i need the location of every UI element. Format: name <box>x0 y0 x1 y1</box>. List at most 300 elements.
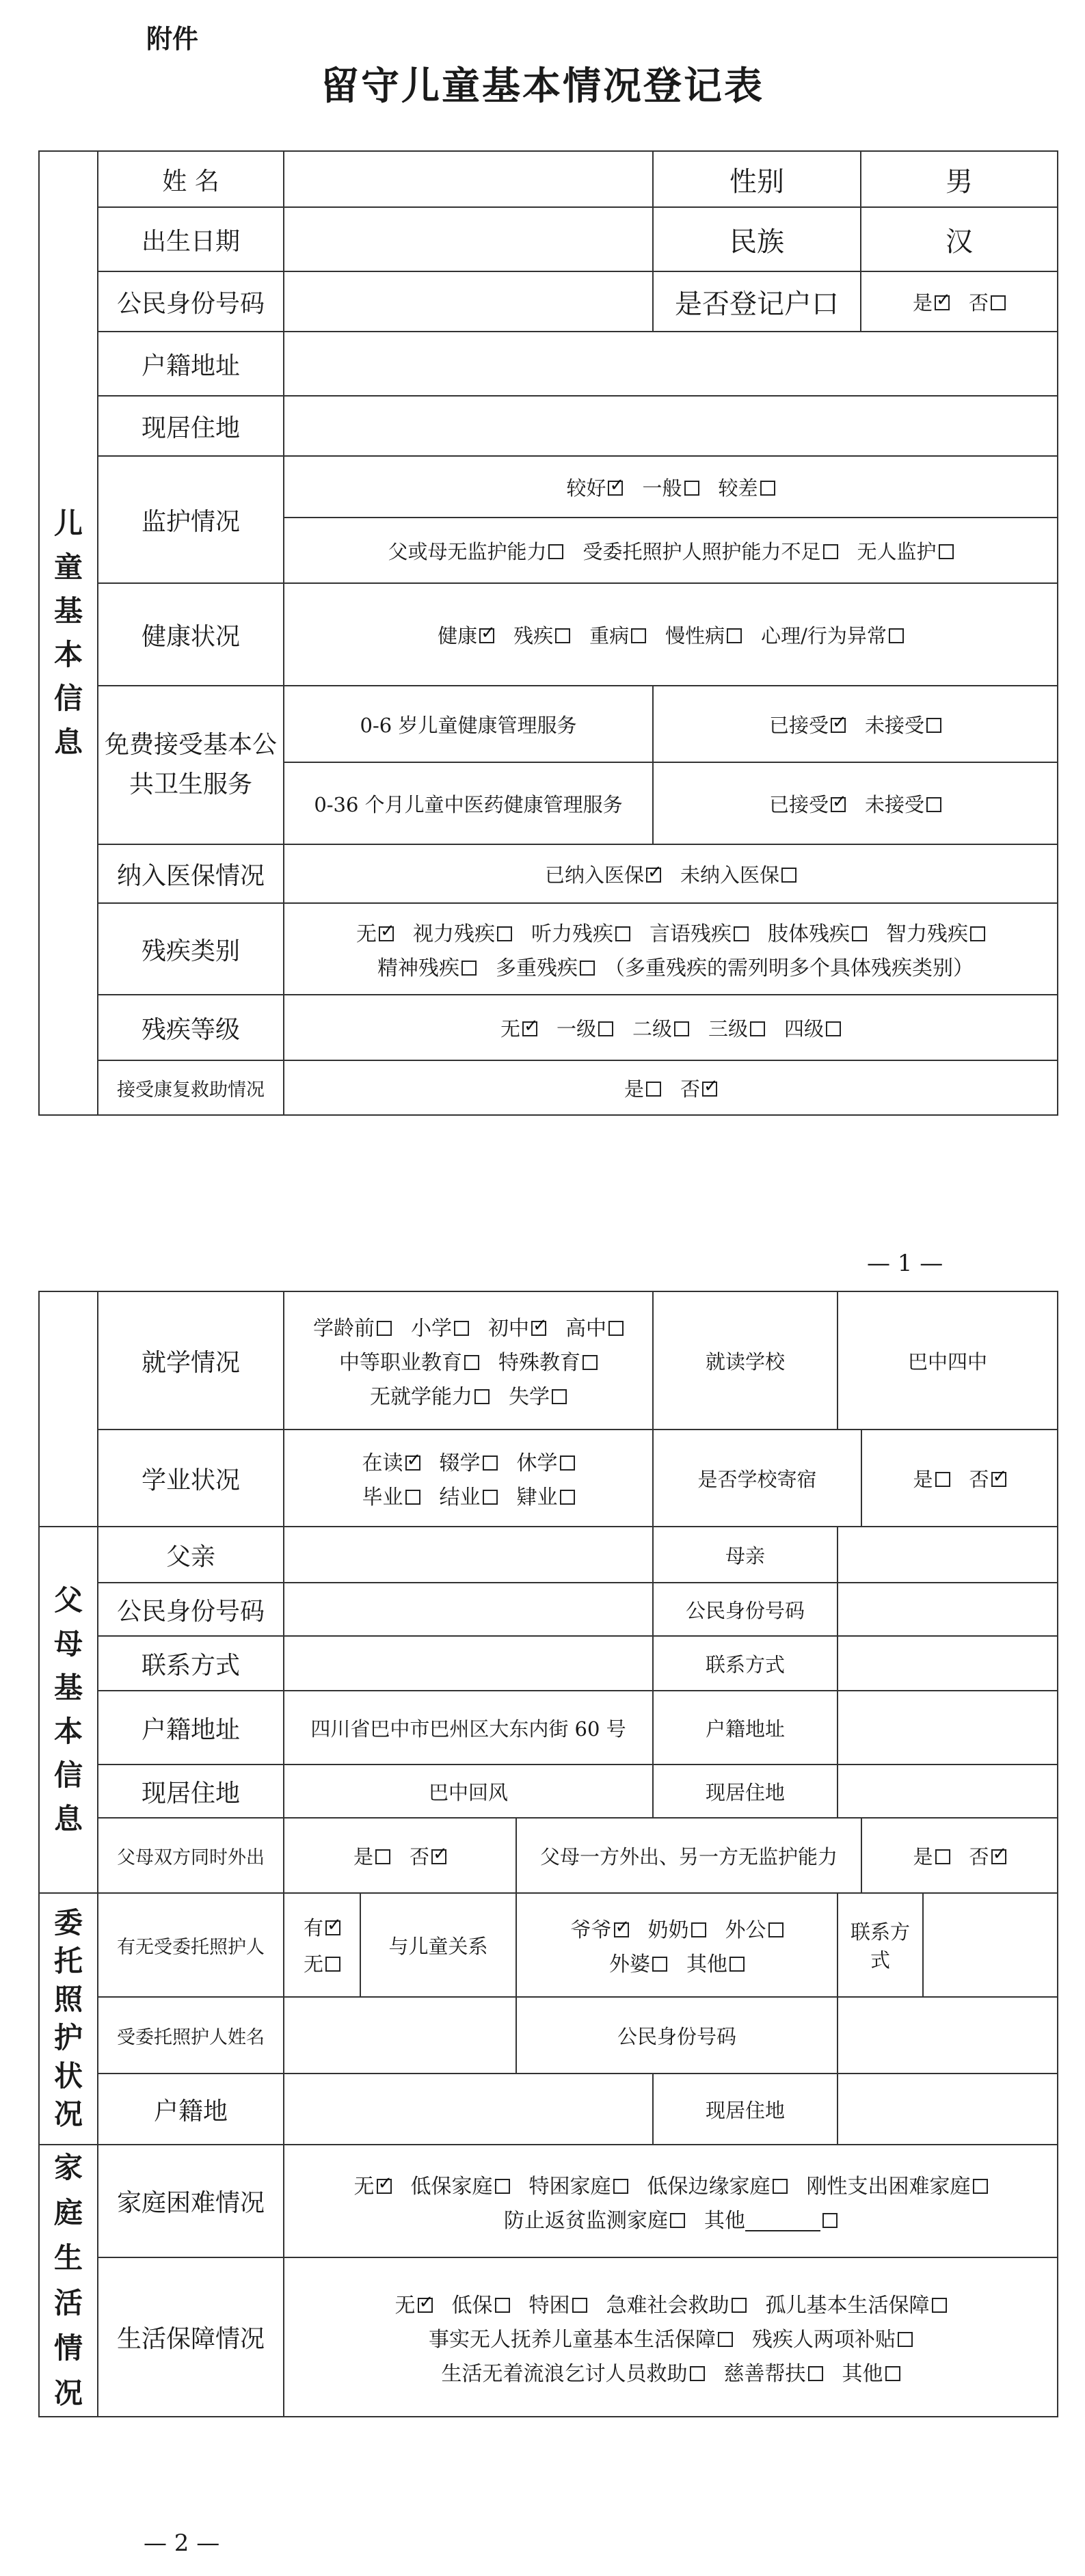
checkbox-option[interactable] <box>857 537 954 565</box>
gender-field[interactable]: 男 <box>861 151 1058 207</box>
checkbox-option-label: 在读 <box>362 1451 403 1475</box>
checkbox-icon[interactable] <box>483 1455 498 1471</box>
mother-residence-field[interactable] <box>838 1765 1058 1818</box>
name-label: 姓 名 <box>98 151 284 207</box>
carer-id-label: 公民身份号码 <box>516 1997 838 2074</box>
checkbox-option[interactable] <box>719 473 775 501</box>
school-cell[interactable] <box>284 1291 653 1430</box>
checkbox-option[interactable] <box>725 1913 783 1943</box>
mother-residence-label: 现居住地 <box>653 1765 838 1818</box>
checkbox-icon[interactable] <box>889 628 904 643</box>
service-2-options[interactable] <box>653 762 1058 844</box>
security-options-1[interactable] <box>289 2288 1053 2318</box>
checkbox-option[interactable] <box>429 2322 733 2352</box>
checkbox-icon[interactable] <box>750 1021 765 1036</box>
disability-level-options[interactable] <box>284 995 1058 1060</box>
checkbox-option-label: 已纳入医保 <box>544 863 644 887</box>
both-out-options[interactable] <box>284 1818 516 1893</box>
checkbox-option[interactable] <box>440 1480 498 1510</box>
one-out-label: 父母一方外出、另一方无监护能力 <box>516 1818 861 1893</box>
checkbox-option[interactable] <box>370 1380 490 1410</box>
checkbox-option[interactable] <box>647 2169 788 2199</box>
guardianship-options-2[interactable] <box>284 518 1058 583</box>
checkbox-option-label: 刚性支出困难家庭 <box>806 2174 971 2199</box>
checkbox-option[interactable] <box>913 1464 950 1492</box>
checked-box-icon[interactable] <box>646 868 661 883</box>
checkbox-icon[interactable] <box>377 1321 392 1336</box>
security-options-3[interactable] <box>289 2357 1053 2387</box>
checkbox-icon[interactable] <box>781 868 796 883</box>
checkbox-option-label: 未接受 <box>865 792 925 816</box>
checkbox-option[interactable] <box>517 1480 575 1510</box>
checkbox-icon[interactable] <box>631 628 646 643</box>
checked-box-icon[interactable] <box>614 1922 629 1937</box>
checkbox-icon[interactable] <box>483 1490 498 1505</box>
checkbox-option[interactable] <box>339 1345 479 1376</box>
carer-hukou-field[interactable] <box>284 2074 653 2145</box>
checkbox-option-label: 心理/行为异常 <box>761 623 887 647</box>
checkbox-option-label: 事实无人抚养儿童基本生活保障 <box>429 2327 716 2352</box>
checkbox-icon[interactable] <box>718 2332 733 2347</box>
hukou-field[interactable] <box>284 332 1058 396</box>
service-1-label: 0-6 岁儿童健康管理服务 <box>284 686 653 762</box>
checkbox-option-label: 未接受 <box>865 713 925 737</box>
checkbox-option-label: 三级 <box>708 1017 749 1041</box>
carer-contact-field[interactable] <box>923 1893 1058 1997</box>
checkbox-icon[interactable] <box>898 2332 913 2347</box>
service-1-options[interactable] <box>653 686 1058 762</box>
checkbox-option[interactable] <box>606 2288 747 2318</box>
relation-options-1[interactable] <box>521 1913 833 1943</box>
checkbox-option-label: 急难社会救助 <box>606 2293 729 2318</box>
checkbox-option-label: 是 <box>913 1844 933 1868</box>
checkbox-option[interactable] <box>686 1947 745 1977</box>
school-options-2[interactable] <box>289 1345 648 1376</box>
checkbox-option[interactable] <box>969 1464 1006 1492</box>
checkbox-option[interactable] <box>766 2288 947 2318</box>
carer-name-field[interactable] <box>284 1997 516 2074</box>
mother-id-field[interactable] <box>838 1583 1058 1636</box>
checkbox-option[interactable] <box>708 1014 765 1042</box>
checked-box-icon[interactable] <box>377 2179 392 2194</box>
checkbox-option[interactable] <box>496 951 595 981</box>
checkbox-option-label: 休学 <box>516 1451 558 1475</box>
id-number-field[interactable] <box>284 271 653 332</box>
checkbox-icon[interactable] <box>973 2179 988 2194</box>
checkbox-icon[interactable] <box>555 628 570 643</box>
carer-name-label: 受委托照护人姓名 <box>98 1997 284 2074</box>
insurance-options[interactable] <box>284 844 1058 903</box>
checkbox-option-label: 无 <box>500 1017 520 1041</box>
ethnicity-label: 民族 <box>653 207 861 271</box>
checkbox-option[interactable] <box>582 537 838 565</box>
checkbox-option-label: 特困家庭 <box>528 2174 611 2199</box>
checkbox-option[interactable] <box>642 473 699 501</box>
guardianship-label: 监护情况 <box>98 456 284 583</box>
difficulty-other[interactable]: 其他 <box>704 2203 838 2233</box>
checkbox-option[interactable] <box>356 917 394 947</box>
checkbox-option[interactable] <box>886 917 985 947</box>
checkbox-option[interactable] <box>438 621 494 649</box>
father-id-field[interactable] <box>284 1583 653 1636</box>
checkbox-option[interactable] <box>529 2169 628 2199</box>
father-contact-label: 联系方式 <box>98 1636 284 1691</box>
checked-box-icon[interactable] <box>418 2298 433 2313</box>
checkbox-icon[interactable] <box>970 926 985 941</box>
checkbox-icon[interactable] <box>826 1021 841 1036</box>
checkbox-icon[interactable] <box>405 1490 420 1505</box>
checkbox-option-label: 较好 <box>566 476 606 500</box>
father-contact-field[interactable] <box>284 1636 653 1691</box>
checkbox-icon[interactable] <box>729 1957 745 1972</box>
checkbox-option[interactable] <box>504 2203 685 2233</box>
checkbox-option[interactable] <box>513 621 570 649</box>
page-number-2: — 2 — <box>144 2530 220 2557</box>
checkbox-option[interactable] <box>769 790 846 818</box>
checkbox-icon[interactable] <box>548 544 563 559</box>
disability-type-note: （多重残疾的需列明多个具体残疾类别） <box>604 956 974 980</box>
checkbox-icon[interactable] <box>652 1957 667 1972</box>
difficulty-other-blank[interactable] <box>745 2212 820 2231</box>
checkbox-option[interactable] <box>362 1480 420 1510</box>
checked-box-icon[interactable] <box>831 718 846 733</box>
checkbox-icon[interactable] <box>497 926 512 941</box>
checkbox-option[interactable] <box>632 1014 689 1042</box>
checked-box-icon[interactable] <box>991 1472 1006 1487</box>
rehab-label: 接受康复救助情况 <box>98 1060 284 1115</box>
checkbox-option-label: 生活无着流浪乞讨人员救助 <box>441 2361 688 2386</box>
checkbox-icon[interactable] <box>852 926 867 941</box>
checkbox-option[interactable] <box>752 2322 913 2352</box>
checkbox-option-label: 重病 <box>589 623 630 647</box>
mother-field[interactable] <box>838 1527 1058 1583</box>
father-hukou-label: 户籍地址 <box>98 1691 284 1765</box>
security-label: 生活保障情况 <box>98 2257 284 2417</box>
checkbox-icon[interactable] <box>691 1922 706 1937</box>
father-residence-label: 现居住地 <box>98 1765 284 1818</box>
checkbox-option[interactable] <box>362 1446 420 1476</box>
rehab-options[interactable] <box>284 1060 1058 1115</box>
checkbox-icon[interactable] <box>991 295 1006 310</box>
checkbox-icon[interactable] <box>674 1021 689 1036</box>
mother-contact-field[interactable] <box>838 1636 1058 1691</box>
checkbox-icon[interactable] <box>808 2366 823 2381</box>
checkbox-option[interactable] <box>531 917 630 947</box>
boarding-label: 是否学校寄宿 <box>653 1430 861 1527</box>
checkbox-icon[interactable] <box>885 2366 900 2381</box>
checkbox-option-label: 已接受 <box>768 792 829 816</box>
checkbox-option-label: 否 <box>969 1467 989 1491</box>
disability-type-options-2[interactable] <box>368 956 604 980</box>
checked-box-icon[interactable] <box>479 628 494 643</box>
difficulty-cell[interactable] <box>284 2145 1058 2257</box>
checkbox-icon[interactable] <box>582 1355 598 1370</box>
carer-hukou-label: 户籍地 <box>98 2074 284 2145</box>
checkbox-option[interactable] <box>969 288 1006 316</box>
checkbox-icon[interactable] <box>608 1321 624 1336</box>
checkbox-option[interactable] <box>388 537 563 565</box>
checkbox-option[interactable] <box>566 473 623 501</box>
relation-cell[interactable] <box>516 1893 838 1997</box>
mother-contact-label: 联系方式 <box>653 1636 838 1691</box>
checkbox-option[interactable] <box>761 621 904 649</box>
checkbox-option-label: 残疾人两项补贴 <box>752 2327 896 2352</box>
checkbox-option[interactable] <box>648 1913 706 1943</box>
checkbox-icon[interactable] <box>935 1849 950 1864</box>
checkbox-option-label: 多重残疾 <box>496 956 578 980</box>
checkbox-option-label: 无 <box>356 922 377 946</box>
checkbox-option[interactable] <box>913 288 950 316</box>
checkbox-option[interactable] <box>440 1446 498 1476</box>
checkbox-icon[interactable] <box>580 961 595 976</box>
checked-box-icon[interactable] <box>831 797 846 812</box>
checkbox-icon[interactable] <box>670 2213 685 2228</box>
checkbox-icon[interactable] <box>572 2298 587 2313</box>
difficulty-other-checkbox[interactable] <box>822 2213 838 2228</box>
checkbox-option[interactable] <box>571 1913 629 1943</box>
checked-box-icon[interactable] <box>531 1321 546 1336</box>
checkbox-icon[interactable] <box>768 1922 783 1937</box>
study-label: 学业状况 <box>98 1430 284 1527</box>
checkbox-option-label: 外公 <box>725 1918 766 1942</box>
checked-box-icon[interactable] <box>325 1920 340 1935</box>
one-out-options[interactable] <box>861 1818 1058 1893</box>
relation-options-2[interactable] <box>521 1947 833 1977</box>
checkbox-option[interactable] <box>509 1380 567 1410</box>
checkbox-option-label: 学龄前 <box>313 1317 375 1341</box>
checkbox-option[interactable] <box>680 860 796 888</box>
checkbox-option-label: 较差 <box>718 476 758 500</box>
checkbox-option[interactable] <box>565 1311 624 1341</box>
checkbox-icon[interactable] <box>375 1849 390 1864</box>
security-cell[interactable] <box>284 2257 1058 2417</box>
checkbox-icon[interactable] <box>474 1389 490 1404</box>
checkbox-icon[interactable] <box>495 2298 510 2313</box>
guardianship-options-1[interactable] <box>284 456 1058 518</box>
checked-box-icon[interactable] <box>522 1021 537 1036</box>
checkbox-icon[interactable] <box>646 1082 661 1097</box>
checkbox-option[interactable] <box>589 621 646 649</box>
difficulty-options-2[interactable] <box>494 2209 695 2233</box>
checkbox-icon[interactable] <box>560 1490 575 1505</box>
checkbox-icon[interactable] <box>598 1021 613 1036</box>
carer-id-field[interactable] <box>838 1997 1058 2074</box>
disability-level-label: 残疾等级 <box>98 995 284 1060</box>
checkbox-option[interactable] <box>680 1074 717 1102</box>
checkbox-option[interactable] <box>768 917 867 947</box>
checkbox-icon[interactable] <box>926 718 941 733</box>
section-entrusted-care: 委 托 照 护 状 况 <box>39 1893 98 2145</box>
checkbox-option[interactable] <box>353 1842 390 1870</box>
school-options-3[interactable] <box>289 1380 648 1410</box>
checkbox-icon[interactable] <box>560 1455 575 1471</box>
checked-box-icon[interactable] <box>702 1082 717 1097</box>
checkbox-option[interactable] <box>488 1311 546 1341</box>
checkbox-option[interactable] <box>624 1074 661 1102</box>
checkbox-option-label: 否 <box>969 291 989 314</box>
boarding-options[interactable] <box>861 1430 1058 1527</box>
checkbox-option-label: 辍学 <box>439 1451 481 1475</box>
checkbox-option[interactable] <box>649 917 749 947</box>
disability-type-row-2 <box>289 951 1053 981</box>
checkbox-icon[interactable] <box>926 797 941 812</box>
checkbox-option-label: 孤儿基本生活保障 <box>765 2293 930 2318</box>
gender-label: 性别 <box>653 151 861 207</box>
checkbox-icon[interactable] <box>734 926 749 941</box>
checked-box-icon[interactable] <box>431 1849 446 1864</box>
registered-label: 是否登记户口 <box>653 271 861 332</box>
checkbox-icon[interactable] <box>727 628 742 643</box>
checkbox-option-label: 初中 <box>488 1317 529 1341</box>
checkbox-option-label: 一般 <box>642 476 682 500</box>
checkbox-option[interactable] <box>411 2169 510 2199</box>
form-title: 留守儿童基本情况登记表 <box>321 64 764 109</box>
page-number-1: — 1 — <box>867 1250 943 1277</box>
has-carer-opt-yes[interactable] <box>284 1913 360 1941</box>
checkbox-option-label: 肢体残疾 <box>768 922 850 946</box>
checkbox-option[interactable] <box>517 1446 575 1476</box>
checkbox-icon[interactable] <box>932 2298 947 2313</box>
checkbox-option-label: 中等职业教育 <box>339 1351 462 1375</box>
checkbox-option[interactable] <box>304 1913 340 1941</box>
difficulty-options-1[interactable] <box>289 2169 1053 2199</box>
father-field[interactable] <box>284 1527 653 1583</box>
checked-box-icon[interactable] <box>608 481 623 496</box>
checkbox-option[interactable] <box>784 1014 841 1042</box>
has-carer-options[interactable] <box>284 1894 361 1996</box>
section-family-life: 家 庭 生 活 情 况 <box>39 2145 98 2417</box>
school-label: 就学情况 <box>98 1291 284 1430</box>
study-options-1[interactable] <box>289 1446 648 1476</box>
checkbox-icon[interactable] <box>552 1389 567 1404</box>
checkbox-option-label: 特殊教育 <box>498 1351 580 1375</box>
checkbox-option[interactable] <box>411 1311 469 1341</box>
checkbox-icon[interactable] <box>325 1957 340 1972</box>
checkbox-option-label: 肄业 <box>516 1486 558 1510</box>
checkbox-option[interactable] <box>500 1014 537 1042</box>
id-number-label: 公民身份号码 <box>98 271 284 332</box>
checkbox-option[interactable] <box>395 2288 433 2318</box>
security-options-2[interactable] <box>289 2322 1053 2352</box>
father-hukou-field[interactable]: 四川省巴中市巴州区大东内街 60 号 <box>284 1691 653 1765</box>
checkbox-icon[interactable] <box>760 481 775 496</box>
checkbox-option[interactable] <box>969 1842 1006 1870</box>
school-name-field[interactable]: 巴中四中 <box>838 1291 1058 1430</box>
checkbox-option[interactable] <box>665 621 742 649</box>
checkbox-icon[interactable] <box>454 1321 469 1336</box>
disability-type-cell[interactable] <box>284 903 1058 995</box>
checked-box-icon[interactable] <box>405 1455 420 1471</box>
checkbox-option-label: 听力残疾 <box>531 922 613 946</box>
checkbox-icon[interactable] <box>935 1472 950 1487</box>
checkbox-option[interactable] <box>769 710 846 738</box>
checkbox-option[interactable] <box>498 1345 598 1376</box>
checkbox-option[interactable] <box>724 2357 823 2387</box>
disability-type-options-1[interactable] <box>289 917 1053 947</box>
carer-residence-field[interactable] <box>838 2074 1058 2145</box>
child-info-table <box>38 150 1058 1116</box>
checkbox-option-label: 未纳入医保 <box>680 863 780 887</box>
registered-options[interactable] <box>861 271 1058 332</box>
checked-box-icon[interactable] <box>935 295 950 310</box>
checkbox-option[interactable] <box>807 2169 988 2199</box>
checkbox-option-label: 外婆 <box>609 1953 650 1976</box>
section-parents: 父 母 基 本 信 息 <box>39 1527 98 1893</box>
checkbox-option[interactable] <box>609 1947 667 1977</box>
checkbox-option[interactable] <box>313 1311 392 1341</box>
birth-date-field[interactable] <box>284 207 653 271</box>
difficulty-label: 家庭困难情况 <box>98 2145 284 2257</box>
checkbox-option-label: 受委托照护人照护能力不足 <box>582 539 821 563</box>
checked-box-icon[interactable] <box>379 926 394 941</box>
checkbox-option[interactable] <box>865 790 941 818</box>
checkbox-icon[interactable] <box>939 544 954 559</box>
health-options[interactable] <box>284 583 1058 686</box>
checkbox-option-label: 毕业 <box>362 1486 403 1510</box>
checkbox-option[interactable] <box>557 1014 613 1042</box>
mother-hukou-field[interactable] <box>838 1691 1058 1765</box>
checkbox-option[interactable] <box>377 951 477 981</box>
checkbox-option-label: 是 <box>913 1467 933 1491</box>
checkbox-option[interactable] <box>413 917 512 947</box>
checkbox-option[interactable] <box>304 1949 340 1977</box>
checkbox-option[interactable] <box>452 2288 510 2318</box>
checkbox-icon[interactable] <box>464 1355 479 1370</box>
checkbox-icon[interactable] <box>823 544 838 559</box>
checkbox-icon[interactable] <box>684 481 699 496</box>
checkbox-icon[interactable] <box>773 2179 788 2194</box>
checkbox-option-label: 奶奶 <box>647 1918 689 1942</box>
checkbox-icon[interactable] <box>495 2179 510 2194</box>
checkbox-option-label: 低保家庭 <box>410 2174 493 2199</box>
school-section-blank <box>39 1291 98 1527</box>
school-options-1[interactable] <box>289 1311 648 1341</box>
residence-field[interactable] <box>284 396 1058 456</box>
checked-box-icon[interactable] <box>991 1849 1006 1864</box>
checkbox-icon[interactable] <box>461 961 477 976</box>
checkbox-icon[interactable] <box>732 2298 747 2313</box>
checkbox-option-label: 低保边缘家庭 <box>647 2174 771 2199</box>
checkbox-option-label: 慢性病 <box>665 623 725 647</box>
checkbox-option-label: 结业 <box>439 1486 481 1510</box>
public-health-label: 免费接受基本公共卫生服务 <box>98 686 284 844</box>
checkbox-option-label: 否 <box>410 1844 430 1868</box>
checkbox-icon[interactable] <box>690 2366 705 2381</box>
checkbox-option[interactable] <box>545 860 661 888</box>
checkbox-option[interactable] <box>865 710 941 738</box>
checkbox-icon[interactable] <box>613 2179 628 2194</box>
checkbox-option[interactable] <box>913 1842 950 1870</box>
checkbox-option[interactable] <box>529 2288 587 2318</box>
checkbox-option[interactable] <box>354 2169 392 2199</box>
checkbox-option-label: 是 <box>912 291 933 314</box>
study-options-2[interactable] <box>289 1480 648 1510</box>
father-residence-field[interactable]: 巴中回风 <box>284 1765 653 1818</box>
has-carer-opt-no[interactable] <box>284 1949 360 1977</box>
checkbox-option[interactable] <box>842 2357 900 2387</box>
ethnicity-field[interactable]: 汉 <box>861 207 1058 271</box>
name-field[interactable] <box>284 151 653 207</box>
attachment-label: 附件 <box>146 24 199 54</box>
checkbox-option-label: 有 <box>303 1916 323 1940</box>
checkbox-option[interactable] <box>442 2357 705 2387</box>
checkbox-icon[interactable] <box>615 926 630 941</box>
checkbox-option[interactable] <box>410 1842 446 1870</box>
checkbox-option-label: 已接受 <box>768 713 829 737</box>
checkbox-option-label: 无 <box>394 2293 416 2318</box>
checkbox-option-label: 无 <box>353 2174 375 2199</box>
study-cell[interactable] <box>284 1430 653 1527</box>
